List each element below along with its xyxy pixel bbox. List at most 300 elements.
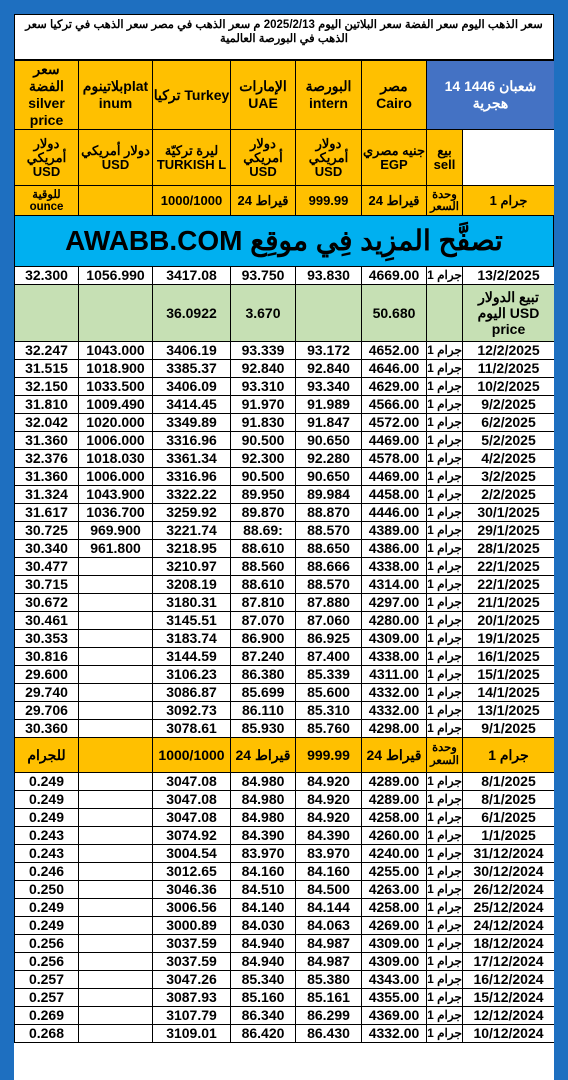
uae-cell: 90.500	[231, 468, 296, 486]
unit-cell: 1 جرام	[427, 720, 463, 738]
date-cell: 8/1/2025	[463, 773, 555, 791]
intern-cell: 85.310	[296, 702, 362, 720]
table-row	[15, 414, 555, 432]
platinum-cell	[79, 720, 153, 738]
date-cell: 9/1/2025	[463, 720, 555, 738]
unit-cell: 1 جرام	[427, 935, 463, 953]
silver-cell: 30.672	[15, 594, 79, 612]
silver-cell: للجرام	[15, 738, 79, 773]
cairo-cell: 4298.00	[362, 720, 427, 738]
intern-cell: 86.925	[296, 630, 362, 648]
turkey-cell: 3322.22	[153, 486, 231, 504]
cairo-cell: 4338.00	[362, 648, 427, 666]
platinum-cell	[79, 738, 153, 773]
date-cell: 29/1/2025	[463, 522, 555, 540]
unit-row	[15, 186, 555, 216]
intern-cell: 88.870	[296, 504, 362, 522]
date-cell: 12/2/2025	[463, 342, 555, 360]
unit-cell: 1 جرام	[427, 666, 463, 684]
unit-cell: 1 جرام	[427, 486, 463, 504]
unit-cell: 1 جرام	[427, 612, 463, 630]
silver-cell: 0.257	[15, 971, 79, 989]
turkey-cell: 3000.89	[153, 917, 231, 935]
table-row	[15, 702, 555, 720]
currency-cell: بيع sell	[427, 130, 463, 186]
cairo-cell: 4297.00	[362, 594, 427, 612]
turkey-cell: 3417.08	[153, 267, 231, 285]
turkey-cell: 3406.09	[153, 378, 231, 396]
unit-cell: 1 جرام	[427, 827, 463, 845]
cairo-cell: 4260.00	[362, 827, 427, 845]
intern-cell: 85.600	[296, 684, 362, 702]
uae-cell: 84.510	[231, 881, 296, 899]
platinum-cell: 1018.030	[79, 450, 153, 468]
platinum-cell	[79, 899, 153, 917]
intern-cell: 92.840	[296, 360, 362, 378]
intern-cell: 86.430	[296, 1025, 362, 1043]
date-cell: 14/1/2025	[463, 684, 555, 702]
table-row	[15, 809, 555, 827]
turkey-cell: 3109.01	[153, 1025, 231, 1043]
intern-cell: 90.650	[296, 432, 362, 450]
date-cell: 1 جرام	[463, 738, 555, 773]
cairo-cell: 4389.00	[362, 522, 427, 540]
turkey-cell: 3259.92	[153, 504, 231, 522]
turkey-cell: 3180.31	[153, 594, 231, 612]
uae-cell: 84.390	[231, 827, 296, 845]
date-cell: 15/12/2024	[463, 989, 555, 1007]
turkey-cell: 3406.19	[153, 342, 231, 360]
uae-cell: 85.160	[231, 989, 296, 1007]
table-row	[15, 468, 555, 486]
uae-cell: 84.140	[231, 899, 296, 917]
platinum-cell: 1036.700	[79, 504, 153, 522]
table-row	[15, 881, 555, 899]
intern-cell: 88.570	[296, 522, 362, 540]
platinum-cell	[79, 827, 153, 845]
uae-cell: 86.900	[231, 630, 296, 648]
platinum-cell	[79, 809, 153, 827]
uae-cell: 86.110	[231, 702, 296, 720]
platinum-cell: 1006.000	[79, 468, 153, 486]
turkey-cell: 3074.92	[153, 827, 231, 845]
platinum-cell	[79, 666, 153, 684]
intern-cell: 90.650	[296, 468, 362, 486]
turkey-cell: 3037.59	[153, 953, 231, 971]
uae-cell: 91.830	[231, 414, 296, 432]
turkey-cell: 3004.54	[153, 845, 231, 863]
platinum-cell: 1043.000	[79, 342, 153, 360]
intern-cell: 84.920	[296, 791, 362, 809]
date-cell: 10/2/2025	[463, 378, 555, 396]
unit-cell: 1 جرام	[427, 648, 463, 666]
intern-cell: 85.380	[296, 971, 362, 989]
date-cell: 1/1/2025	[463, 827, 555, 845]
turkey-cell: 3078.61	[153, 720, 231, 738]
cairo-cell: 4309.00	[362, 935, 427, 953]
intern-cell: 84.144	[296, 899, 362, 917]
date-cell: 9/2/2025	[463, 396, 555, 414]
date-cell: تبيع الدولار اليوم USD price	[463, 285, 555, 342]
intern-cell	[296, 285, 362, 342]
cairo-cell: 4314.00	[362, 576, 427, 594]
turkey-cell: 3087.93	[153, 989, 231, 1007]
turkey-cell: 3316.96	[153, 468, 231, 486]
column-header-row	[15, 61, 555, 130]
table-row	[15, 504, 555, 522]
table-row	[15, 1007, 555, 1025]
intern-cell: 84.920	[296, 773, 362, 791]
table-row	[15, 594, 555, 612]
uae-cell: 93.310	[231, 378, 296, 396]
intern-cell: 88.666	[296, 558, 362, 576]
table-row	[15, 432, 555, 450]
date-cell: 6/2/2025	[463, 414, 555, 432]
date-cell: 20/1/2025	[463, 612, 555, 630]
silver-cell: 0.249	[15, 899, 79, 917]
silver-cell: 0.269	[15, 1007, 79, 1025]
unit-cell: 1 جرام	[427, 881, 463, 899]
cairo-cell: 4652.00	[362, 342, 427, 360]
platinum-cell: 1006.000	[79, 432, 153, 450]
table-row	[15, 267, 555, 285]
unit-cell: 1000/1000	[153, 186, 231, 216]
currency-cell: دولار أمريكي USD	[296, 130, 362, 186]
date-cell: 15/1/2025	[463, 666, 555, 684]
intern-cell: 85.339	[296, 666, 362, 684]
turkey-cell: 3006.56	[153, 899, 231, 917]
uae-cell: 93.339	[231, 342, 296, 360]
table-row	[15, 630, 555, 648]
unit-cell: 1 جرام	[427, 522, 463, 540]
date-cell: 2/2/2025	[463, 486, 555, 504]
platinum-cell	[79, 612, 153, 630]
intern-cell: 88.650	[296, 540, 362, 558]
unit-row	[15, 738, 555, 773]
unit-cell: 1 جرام	[427, 432, 463, 450]
currency-cell: ليرة تركيّة TURKISH L	[153, 130, 231, 186]
intern-cell: 84.987	[296, 935, 362, 953]
turkey-cell: 3047.08	[153, 809, 231, 827]
intern-cell: 84.920	[296, 809, 362, 827]
platinum-cell	[79, 576, 153, 594]
date-cell: 21/1/2025	[463, 594, 555, 612]
platinum-cell: 1056.990	[79, 267, 153, 285]
platinum-cell	[79, 594, 153, 612]
date-cell: 8/1/2025	[463, 791, 555, 809]
table-row	[15, 558, 555, 576]
platinum-cell	[79, 881, 153, 899]
date-cell: 12/12/2024	[463, 1007, 555, 1025]
prices-table	[14, 266, 554, 1043]
date-cell: 10/12/2024	[463, 1025, 555, 1043]
unit-cell: 1 جرام	[427, 971, 463, 989]
table-row	[15, 612, 555, 630]
cairo-cell: 4669.00	[362, 267, 427, 285]
uae-cell: 85.340	[231, 971, 296, 989]
silver-cell: 30.353	[15, 630, 79, 648]
intern-cell: 84.063	[296, 917, 362, 935]
table-row	[15, 450, 555, 468]
uae-cell: 84.940	[231, 953, 296, 971]
silver-cell: 31.324	[15, 486, 79, 504]
silver-cell: 32.042	[15, 414, 79, 432]
platinum-cell: 1020.000	[79, 414, 153, 432]
uae-cell: 84.980	[231, 791, 296, 809]
unit-cell: 1 جرام	[427, 917, 463, 935]
silver-cell: 30.816	[15, 648, 79, 666]
platinum-cell	[79, 1007, 153, 1025]
uae-cell: 84.980	[231, 809, 296, 827]
cairo-cell: 4458.00	[362, 486, 427, 504]
col-cairo: مصر Cairo	[362, 61, 427, 130]
unit-cell: وحدة السعر	[427, 186, 463, 216]
unit-cell	[79, 186, 153, 216]
uae-cell: 92.300	[231, 450, 296, 468]
table-row	[15, 486, 555, 504]
uae-cell: 24 قيراط	[231, 738, 296, 773]
intern-cell: 91.989	[296, 396, 362, 414]
silver-cell: 0.249	[15, 791, 79, 809]
platinum-cell	[79, 1025, 153, 1043]
table-row	[15, 720, 555, 738]
turkey-cell: 3221.74	[153, 522, 231, 540]
silver-cell: 32.150	[15, 378, 79, 396]
table-row	[15, 863, 555, 881]
turkey-cell: 36.0922	[153, 285, 231, 342]
date-cell: 16/1/2025	[463, 648, 555, 666]
platinum-cell	[79, 773, 153, 791]
uae-cell: 85.930	[231, 720, 296, 738]
website-banner[interactable]: تصفَّح المزِيد فِي موقِع AWABB.COM	[14, 216, 554, 266]
turkey-cell: 3361.34	[153, 450, 231, 468]
platinum-cell	[79, 702, 153, 720]
silver-cell: 0.243	[15, 845, 79, 863]
cairo-cell: 4309.00	[362, 953, 427, 971]
unit-cell: 1 جرام	[427, 378, 463, 396]
table-row	[15, 342, 555, 360]
cairo-cell: 4566.00	[362, 396, 427, 414]
silver-cell: 30.715	[15, 576, 79, 594]
header-table	[14, 60, 554, 216]
cairo-cell: 4309.00	[362, 630, 427, 648]
cairo-cell: 4469.00	[362, 468, 427, 486]
platinum-cell	[79, 935, 153, 953]
date-cell: 26/12/2024	[463, 881, 555, 899]
cairo-cell: 50.680	[362, 285, 427, 342]
uae-cell: 93.750	[231, 267, 296, 285]
date-cell: 24/12/2024	[463, 917, 555, 935]
silver-cell: 0.257	[15, 989, 79, 1007]
uae-cell: 84.980	[231, 773, 296, 791]
table-row	[15, 1025, 555, 1043]
intern-cell: 84.160	[296, 863, 362, 881]
uae-cell: 88.610	[231, 576, 296, 594]
currency-cell: جنيه مصري EGP	[362, 130, 427, 186]
uae-cell: 87.070	[231, 612, 296, 630]
intern-cell: 91.847	[296, 414, 362, 432]
cairo-cell: 4446.00	[362, 504, 427, 522]
silver-cell: 0.256	[15, 953, 79, 971]
table-row	[15, 917, 555, 935]
platinum-cell: 969.900	[79, 522, 153, 540]
cairo-cell: 4332.00	[362, 702, 427, 720]
platinum-cell	[79, 845, 153, 863]
turkey-cell: 3414.45	[153, 396, 231, 414]
turkey-cell: 3047.08	[153, 791, 231, 809]
platinum-cell	[79, 648, 153, 666]
cairo-cell: 4369.00	[362, 1007, 427, 1025]
turkey-cell: 3316.96	[153, 432, 231, 450]
cairo-cell: 4572.00	[362, 414, 427, 432]
unit-cell: 1 جرام	[427, 342, 463, 360]
unit-cell: 1 جرام	[427, 1025, 463, 1043]
unit-cell: 1 جرام	[427, 630, 463, 648]
silver-cell: 32.300	[15, 267, 79, 285]
cairo-cell: 4343.00	[362, 971, 427, 989]
uae-cell: 83.970	[231, 845, 296, 863]
uae-cell: 88.610	[231, 540, 296, 558]
date-cell: 22/1/2025	[463, 576, 555, 594]
currency-cell: دولار أمريكي USD	[15, 130, 79, 186]
uae-cell: 92.840	[231, 360, 296, 378]
col-platinum: بلاتينومplat inum	[79, 61, 153, 130]
turkey-cell: 3349.89	[153, 414, 231, 432]
turkey-cell: 3210.97	[153, 558, 231, 576]
date-cell: 17/12/2024	[463, 953, 555, 971]
turkey-cell: 3037.59	[153, 935, 231, 953]
table-row	[15, 899, 555, 917]
turkey-cell: 3092.73	[153, 702, 231, 720]
table-row	[15, 378, 555, 396]
table-row	[15, 522, 555, 540]
silver-cell: 0.246	[15, 863, 79, 881]
page-title: سعر الذهب اليوم سعر الفضة سعر البلاتين اليوم 2025/2/13 م سعر الذهب في مصر سعر الذهب في تركيا سعر الذهب في البورصة العالمية	[14, 14, 554, 60]
platinum-cell	[79, 630, 153, 648]
unit-cell: 1 جرام	[427, 989, 463, 1007]
intern-cell: 83.970	[296, 845, 362, 863]
cairo-cell: 4280.00	[362, 612, 427, 630]
intern-cell: 87.880	[296, 594, 362, 612]
turkey-cell: 3218.95	[153, 540, 231, 558]
unit-cell: للوقية ounce	[15, 186, 79, 216]
platinum-cell	[79, 971, 153, 989]
unit-cell: 1 جرام	[427, 468, 463, 486]
table-row	[15, 791, 555, 809]
date-cell: 31/12/2024	[463, 845, 555, 863]
uae-cell: 84.940	[231, 935, 296, 953]
silver-cell: 32.376	[15, 450, 79, 468]
silver-cell: 30.340	[15, 540, 79, 558]
date-cell: 22/1/2025	[463, 558, 555, 576]
intern-cell: 87.400	[296, 648, 362, 666]
silver-cell: 30.477	[15, 558, 79, 576]
silver-cell: 32.247	[15, 342, 79, 360]
silver-cell: 0.250	[15, 881, 79, 899]
platinum-cell	[79, 989, 153, 1007]
platinum-cell	[79, 684, 153, 702]
cairo-cell: 4263.00	[362, 881, 427, 899]
cairo-cell: 4258.00	[362, 809, 427, 827]
unit-cell: 1 جرام	[427, 1007, 463, 1025]
uae-cell: 89.950	[231, 486, 296, 504]
unit-cell: 1 جرام	[427, 684, 463, 702]
uae-cell: 86.380	[231, 666, 296, 684]
intern-cell: 85.760	[296, 720, 362, 738]
silver-cell: 0.249	[15, 917, 79, 935]
date-cell: 5/2/2025	[463, 432, 555, 450]
date-cell: 30/1/2025	[463, 504, 555, 522]
turkey-cell: 3046.36	[153, 881, 231, 899]
cairo-cell: 4289.00	[362, 791, 427, 809]
intern-cell: 89.984	[296, 486, 362, 504]
uae-cell: 89.870	[231, 504, 296, 522]
table-row	[15, 360, 555, 378]
silver-cell: 30.360	[15, 720, 79, 738]
date-cell: 19/1/2025	[463, 630, 555, 648]
intern-cell: 86.299	[296, 1007, 362, 1025]
silver-cell: 0.243	[15, 827, 79, 845]
platinum-cell: 1009.490	[79, 396, 153, 414]
uae-cell: 90.500	[231, 432, 296, 450]
col-uae: الإمارات UAE	[231, 61, 296, 130]
col-turkey: تركيا Turkey	[153, 61, 231, 130]
uae-cell: 3.670	[231, 285, 296, 342]
uae-cell: 86.340	[231, 1007, 296, 1025]
unit-cell: 1 جرام	[427, 414, 463, 432]
date-cell: 18/12/2024	[463, 935, 555, 953]
silver-cell: 0.268	[15, 1025, 79, 1043]
cairo-cell: 4578.00	[362, 450, 427, 468]
cairo-cell: 4240.00	[362, 845, 427, 863]
platinum-cell: 1043.900	[79, 486, 153, 504]
table-row	[15, 396, 555, 414]
date-cell: 13/2/2025	[463, 267, 555, 285]
silver-cell: 31.360	[15, 468, 79, 486]
intern-cell: 84.987	[296, 953, 362, 971]
unit-cell: 1 جرام	[427, 558, 463, 576]
unit-cell: 1 جرام	[427, 702, 463, 720]
unit-cell	[427, 285, 463, 342]
turkey-cell: 1000/1000	[153, 738, 231, 773]
cairo-cell: 4332.00	[362, 684, 427, 702]
platinum-cell	[79, 791, 153, 809]
intern-cell: 92.280	[296, 450, 362, 468]
platinum-cell	[79, 863, 153, 881]
cairo-cell: 24 قيراط	[362, 738, 427, 773]
unit-cell: 1 جرام	[427, 773, 463, 791]
uae-cell: 87.810	[231, 594, 296, 612]
hijri-date: 14 شعبان 1446 هجرية	[427, 61, 555, 130]
turkey-cell: 3144.59	[153, 648, 231, 666]
turkey-cell: 3047.08	[153, 773, 231, 791]
cairo-cell: 4311.00	[362, 666, 427, 684]
cairo-cell: 4469.00	[362, 432, 427, 450]
turkey-cell: 3183.74	[153, 630, 231, 648]
intern-cell: 84.500	[296, 881, 362, 899]
silver-cell: 0.256	[15, 935, 79, 953]
usd-price-row	[15, 285, 555, 342]
uae-cell: 88.560	[231, 558, 296, 576]
platinum-cell: 1033.500	[79, 378, 153, 396]
table-row	[15, 540, 555, 558]
date-cell: 16/12/2024	[463, 971, 555, 989]
date-cell: 30/12/2024	[463, 863, 555, 881]
unit-cell: 1 جرام	[427, 845, 463, 863]
unit-cell: 1 جرام	[427, 899, 463, 917]
date-cell: 25/12/2024	[463, 899, 555, 917]
cairo-cell: 4355.00	[362, 989, 427, 1007]
